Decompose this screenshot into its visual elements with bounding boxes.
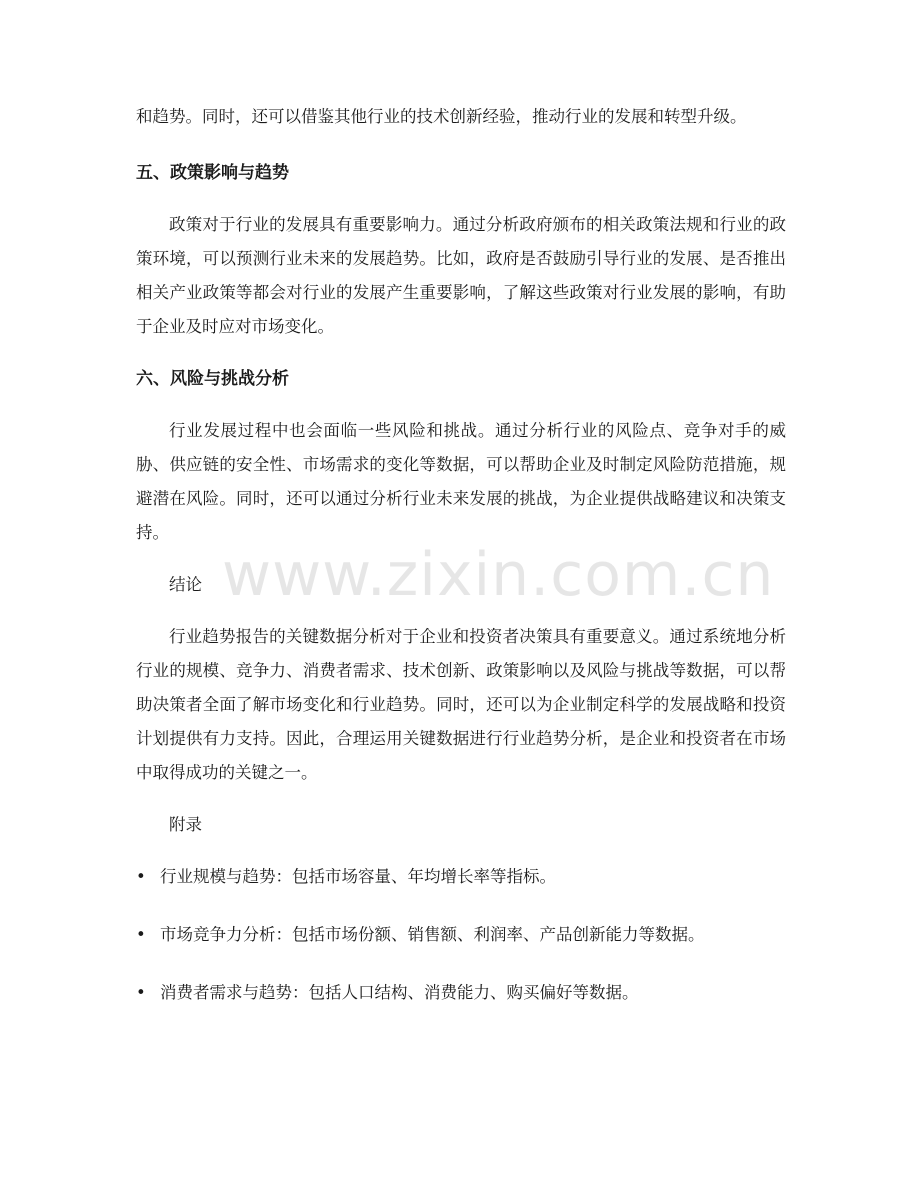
list-item <box>136 976 786 1010</box>
list-item <box>136 860 786 894</box>
bullet-icon: • <box>136 867 146 886</box>
continuation-paragraph: 和趋势。同时，还可以借鉴其他行业的技术创新经验，推动行业的发展和转型升级。 <box>136 107 747 126</box>
bullet-icon: • <box>136 925 146 944</box>
appendix-list <box>136 860 786 1010</box>
list-item <box>136 918 786 952</box>
section-body-risk: 行业发展过程中也会面临一些风险和挑战。通过分析行业的风险点、竞争对手的威胁、供应链的安全性、市场需求的变化等数据，可以帮助企业及时制定风险防范措施，规避潜在风险。同时，还可以通过分析行业未来发展的挑战，为企业提供战略建议和决策支持。 <box>136 421 786 542</box>
section-heading-risk: 六、风险与挑战分析 <box>136 369 289 389</box>
document-body <box>136 100 786 1034</box>
list-item-text: 市场竞争力分析：包括市场份额、销售额、利润率、产品创新能力等数据。 <box>160 925 705 944</box>
watermark: www.zixin.com.cn <box>222 540 775 610</box>
list-item-text: 消费者需求与趋势：包括人口结构、消费能力、购买偏好等数据。 <box>160 983 639 1002</box>
bullet-icon: • <box>136 983 146 1002</box>
conclusion-label: 结论 <box>169 575 202 594</box>
appendix-label: 附录 <box>169 815 202 834</box>
list-item-text: 行业规模与趋势：包括市场容量、年均增长率等指标。 <box>160 867 556 886</box>
conclusion-body: 行业趋势报告的关键数据分析对于企业和投资者决策具有重要意义。通过系统地分析行业的规模、竞争力、消费者需求、技术创新、政策影响以及风险与挑战等数据，可以帮助决策者全面了解市场变化和行业趋势。同时，还可以为企业制定科学的发展战略和投资计划提供有力支持。因此，合理运用关键数据进行行业趋势分析，是企业和投资者在市场中取得成功的关键之一。 <box>136 627 786 782</box>
section-body-policy: 政策对于行业的发展具有重要影响力。通过分析政府颁布的相关政策法规和行业的政策环境，可以预测行业未来的发展趋势。比如，政府是否鼓励引导行业的发展、是否推出相关产业政策等都会对行业的发展产生重要影响，了解这些政策对行业发展的影响，有助于企业及时应对市场变化。 <box>136 215 786 336</box>
section-heading-policy: 五、政策影响与趋势 <box>136 163 289 183</box>
